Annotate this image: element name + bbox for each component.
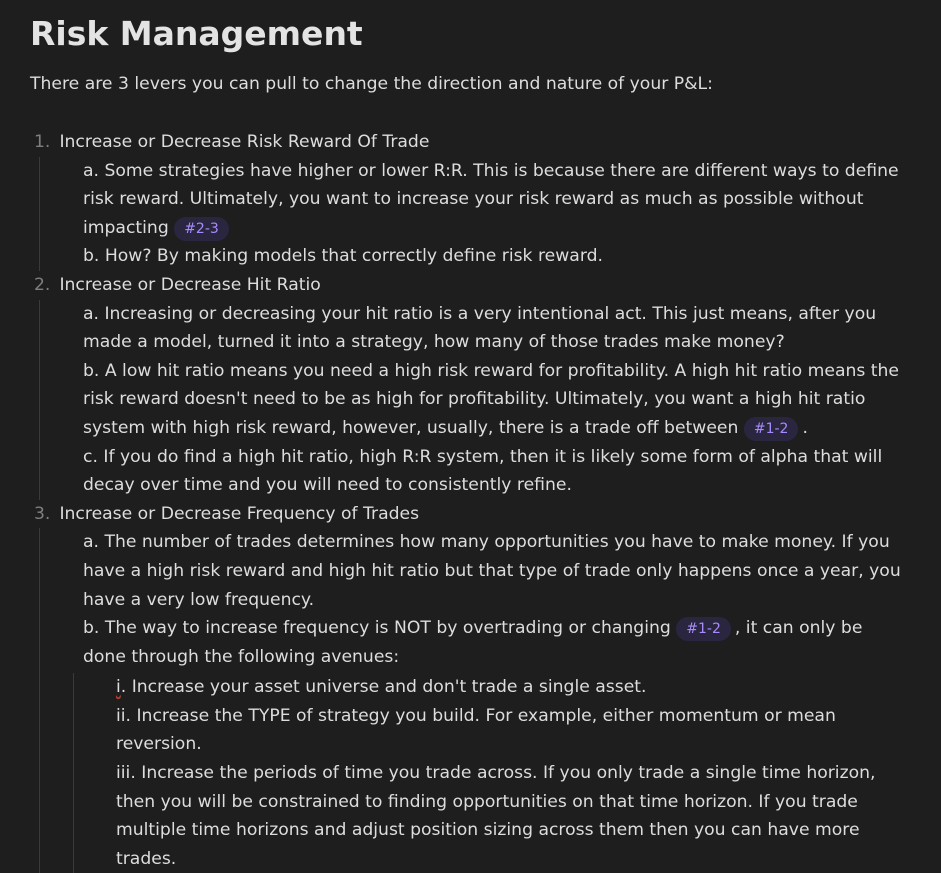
list-item-2 xyxy=(34,271,904,500)
sub-sub-item-i xyxy=(116,673,904,702)
sub-sub-list xyxy=(73,673,904,873)
list-number: 1. xyxy=(34,132,51,152)
list-item-1 xyxy=(34,128,904,271)
sub-item-b xyxy=(83,357,904,443)
list-number: 2. xyxy=(34,274,51,295)
list-item-heading: Increase or Decrease Risk Reward Of Trade xyxy=(59,132,430,152)
sub-item-a: a. The number of trades determines how many opportunities you have to make money. If you have a high risk reward and high hit ratio but that type of trade only happens once a year, you have a very low frequency. xyxy=(83,532,901,610)
sub-item-text-end: . xyxy=(802,417,808,438)
sub-item-c: c. If you do find a high hit ratio, high R:R system, then it is likely some form of alpha that will decay over time and you will need to consistently refine. xyxy=(83,446,883,496)
sub-list xyxy=(39,300,904,500)
spellcheck-mark: i xyxy=(116,677,121,698)
sub-item-text: b. The way to increase frequency is NOT by overtrading or changing xyxy=(83,618,671,639)
ordered-list xyxy=(34,128,904,873)
sub-list xyxy=(39,157,904,271)
sub-item-text: b. A low hit ratio means you need a high risk reward for profitability. A high hit ratio means the risk reward doesn't need to be as high for profitability. Ultimately, you want a high hit ratio system with high risk reward, however, usually, there is a trade off between xyxy=(83,360,900,438)
sub-sub-item-text: . Increase your asset universe and don't trade a single asset. xyxy=(120,677,647,698)
list-item-heading: Increase or Decrease Frequency of Trades xyxy=(59,503,420,524)
sub-sub-item-iii: iii. Increase the periods of time you trade across. If you only trade a single time horizon, then you will be constrained to finding opportunities on that time horizon. If you trade multiple time horizons and adjust position sizing across them then you can have more trades. xyxy=(116,763,876,869)
page-title: Risk Management xyxy=(30,14,363,53)
sub-item-b: b. How? By making models that correctly define risk reward. xyxy=(83,246,603,267)
sub-item-b xyxy=(83,614,904,671)
sub-list xyxy=(39,528,904,873)
sub-item-text: a. Some strategies have higher or lower R:R. This is because there are different ways to define risk reward. Ultimately, you want to increase your risk reward as much as possible without impacting xyxy=(83,160,899,238)
tag-pill[interactable]: #1-2 xyxy=(676,617,731,641)
sub-sub-item-ii: ii. Increase the TYPE of strategy you build. For example, either momentum or mean reversion. xyxy=(116,705,836,755)
list-number: 3. xyxy=(34,503,51,524)
sub-item-text-end: , it can only be done through the following avenues: xyxy=(83,618,863,667)
list-item-heading: Increase or Decrease Hit Ratio xyxy=(59,274,321,295)
intro-paragraph: There are 3 levers you can pull to change the direction and nature of your P&L: xyxy=(30,74,713,94)
list-item-3 xyxy=(34,500,904,873)
sub-item-a: a. Increasing or decreasing your hit ratio is a very intentional act. This just means, after you made a model, turned it into a strategy, how many of those trades make money? xyxy=(83,303,877,353)
sub-item-a xyxy=(83,157,904,243)
tag-pill[interactable]: #2-3 xyxy=(174,217,229,241)
tag-pill[interactable]: #1-2 xyxy=(744,417,799,441)
